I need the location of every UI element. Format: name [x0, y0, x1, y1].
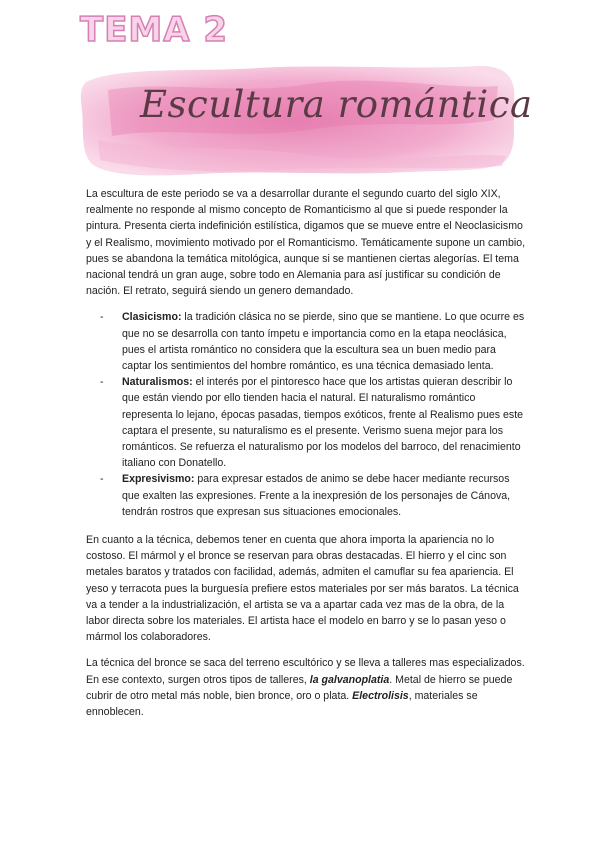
bronze-text-a: La técnica del bronce se saca del terreno escultórico y se lleva a talleres mas especializados. En ese contexto, surgen otros tipos de talleres,: [86, 657, 525, 686]
bronze-paragraph: [86, 655, 526, 720]
tema-heading: TEMA 2: [80, 10, 229, 50]
list-item: [86, 374, 526, 471]
bronze-text-e: , materiales se ennoblecen.: [86, 689, 478, 719]
list-item: [86, 471, 526, 520]
document-body: [86, 186, 526, 730]
list-item-text: para expresar estados de animo se debe hacer mediante recursos que exalten las expresiones. Frente a la inexpresión de los personajes de Cánova, tendrán rostros que expresan sus situaciones emocionales.: [122, 473, 511, 518]
list-item-text: el interés por el pintoresco hace que los artistas quieran describir lo que están viendo por ello tienden hacia el natural. El naturalismo romántico representa lo lejano, épocas pasadas, tiempos exóticos, frente al Realismo pues este captara el presente, su naturalismo es el presente. Verismo suena mejor para los románticos. Se refuerza el naturalismo por los modelos del barroco, del renacimiento italiano con Donatello.: [122, 376, 524, 470]
bronze-text-c: . Metal de hierro se puede cubrir de otro metal más noble, bien bronce, oro o plata.: [86, 673, 513, 702]
electrolisis-term: Electrolisis: [352, 689, 409, 702]
list-item-text: la tradición clásica no se pierde, sino que se mantiene. Lo que ocurre es que no se desarrolla con tanto ímpetu e importancia como en la etapa neoclásica, pues el artista romántico no considera que la escultura sea un buen medio para captar los sentimientos del hombre romántico, es una técnica demasiado lenta.: [122, 311, 525, 373]
intro-paragraph: La escultura de este periodo se va a desarrollar durante el segundo cuarto del siglo XIX, realmente no responde al mismo concepto de Romanticismo al que si puede responder la pintura. Presenta cierta indefinición estilística, digamos que se mueve entre el Neoclasicismo y el Realismo, movimiento motivado por el Romanticismo. Temáticamente supone un cambio, pues se abandona la temática mitológica, aunque si se mantienen ciertas alegorías. El tema nacional tendrá un gran auge, sobre todo en Alemania para así justificar su condición de nación. El retrato, seguirá siendo un genero demandado.: [86, 188, 526, 298]
list-dash: -: [100, 376, 104, 389]
list-dash: -: [100, 473, 104, 486]
characteristics-list: [86, 309, 526, 520]
page-title: Escultura romántica: [140, 83, 533, 126]
list-item-term: Clasicismo:: [122, 311, 182, 324]
list-item: [86, 309, 526, 374]
technique-paragraph: En cuanto a la técnica, debemos tener en cuenta que ahora importa la apariencia no lo costoso. El mármol y el bronce se reservan para obras destacadas. El hierro y el cinc son metales baratos y tratados con facilidad, además, admiten el camuflar su fea apariencia. El yeso y terracota pues la burguesía prefiere estos materiales por ser más baratos. La técnica va a tender a la industrialización, el artista se va a apartar cada vez mas de la obra, de la labor directa sobre los materiales. El artista hace el modelo en barro y se lo pasan yeso o mármol los colaboradores.: [86, 534, 519, 644]
list-item-term: Expresivismo:: [122, 473, 195, 486]
galvanoplatia-term: la galvanoplatia: [309, 673, 390, 686]
list-item-term: Naturalismos:: [122, 376, 193, 389]
list-dash: -: [100, 311, 104, 324]
